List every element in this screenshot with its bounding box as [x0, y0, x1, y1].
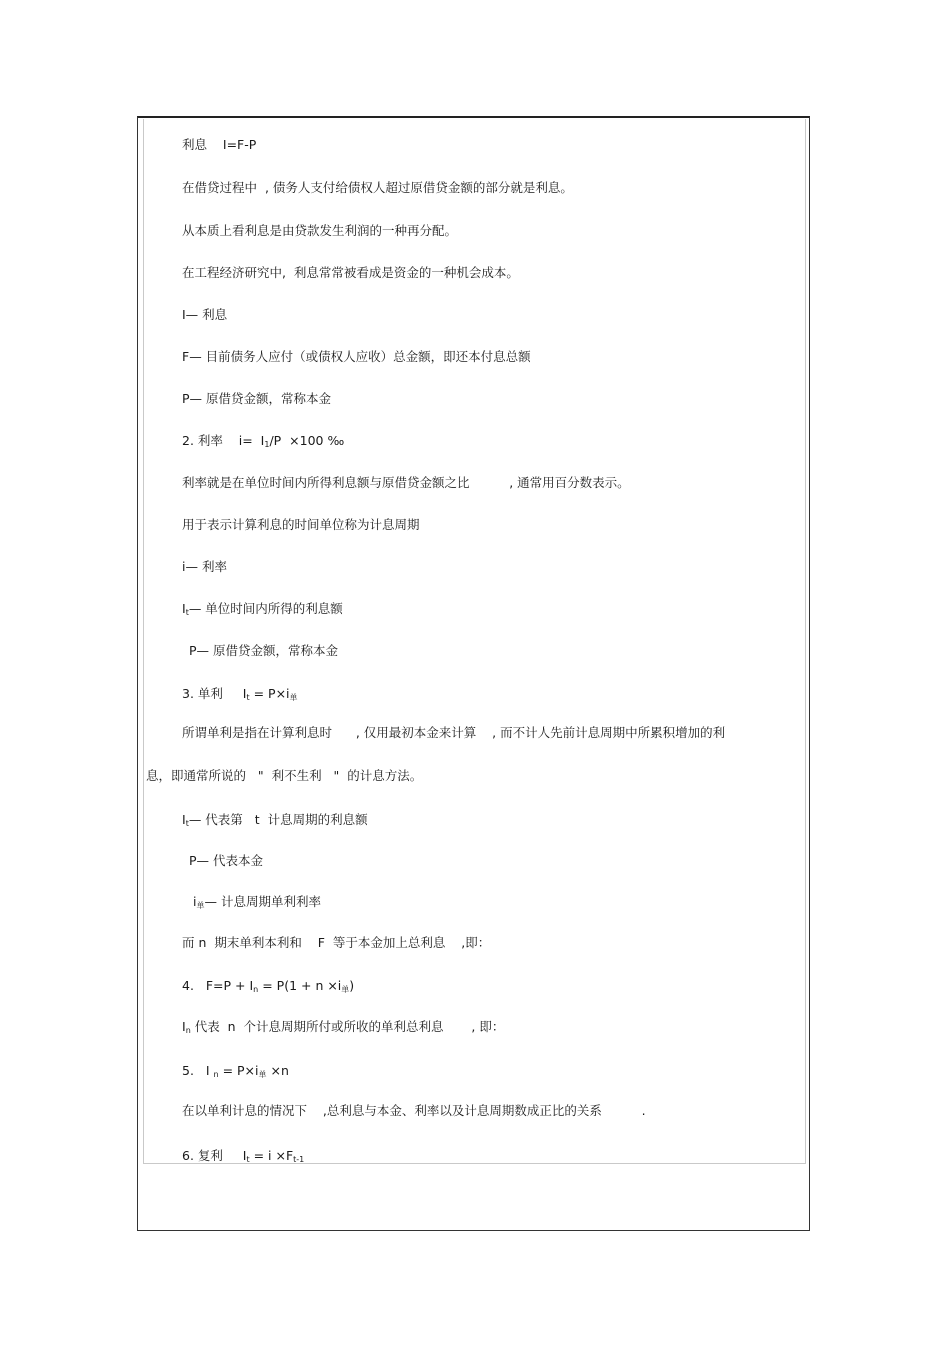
- compound-interest-formula-heading: 6. 复利 $I_t = i \times F_{t-1}$: [182, 1148, 305, 1164]
- paragraph-opportunity-cost: 在工程经济研究中, 利息常常被看成是资金的一种机会成本。: [182, 265, 519, 280]
- formula-4: 4. $F=P + I_n = P(1 + n \times i_单)$: [182, 978, 355, 994]
- symbol-i-definition: I— 利息: [182, 307, 228, 322]
- paragraph-interest-period: 用于表示计算利息的时间单位称为计息周期: [182, 517, 420, 532]
- interest-rate-formula-heading: 2. 利率 $i= I_1/P \times 100$ ‰: [182, 433, 345, 449]
- paragraph-interest-rate-definition: 利率就是在单位时间内所得利息额与原借贷金额之比 , 通常用百分数表示。: [182, 475, 630, 490]
- symbol-it-definition: $I_t—$ 单位时间内所得的利息额: [182, 601, 343, 617]
- paragraph-simple-proportional: 在以单利计息的情况下 ,总利息与本金、利率以及计息周期数成正比的关系 .: [182, 1103, 646, 1118]
- paragraph-interest-definition: 在借贷过程中 , 债务人支付给债权人超过原借贷金额的部分就是利息。: [182, 180, 573, 195]
- symbol-simple-rate-definition: $i_单—$ 计息周期单利利率: [193, 894, 321, 910]
- symbol-rate-definition: i— 利率: [182, 559, 227, 574]
- symbol-f-definition: F— 目前债务人应付（或债权人应收）总金额，即还本付息总额: [182, 349, 531, 364]
- paragraph-simple-interest-definition-cont: 息，即通常所说的 " 利不生利 " 的计息方法。: [146, 768, 423, 783]
- paragraph-simple-sum: 而 n 期末单利本利和 F 等于本金加上总利息 ,即：: [182, 935, 491, 950]
- symbol-p-principal: P— 代表本金: [189, 853, 264, 868]
- symbol-it-period-definition: $I_t—$ 代表第 t 计息周期的利息额: [182, 812, 368, 828]
- symbol-p-definition: P— 原借贷金额，常称本金: [182, 391, 332, 406]
- formula-5: 5. I $_n = P\times i_单 \times n$: [182, 1063, 289, 1079]
- paragraph-interest-essence: 从本质上看利息是由贷款发生利润的一种再分配。: [182, 223, 458, 238]
- interest-formula-heading: 利息 I=F-P: [182, 137, 257, 152]
- symbol-in-definition: $I_n$ 代表 n 个计息周期所付或所收的单利总利息 , 即：: [182, 1019, 505, 1035]
- symbol-p-definition-repeat: P— 原借贷金额，常称本金: [189, 643, 339, 658]
- paragraph-simple-interest-definition: 所谓单利是指在计算利息时 , 仅用最初本金来计算 , 而不计人先前计息周期中所累积增加的利: [182, 725, 726, 740]
- simple-interest-formula-heading: 3. 单利 $I_t = P\times i_单$: [182, 686, 298, 702]
